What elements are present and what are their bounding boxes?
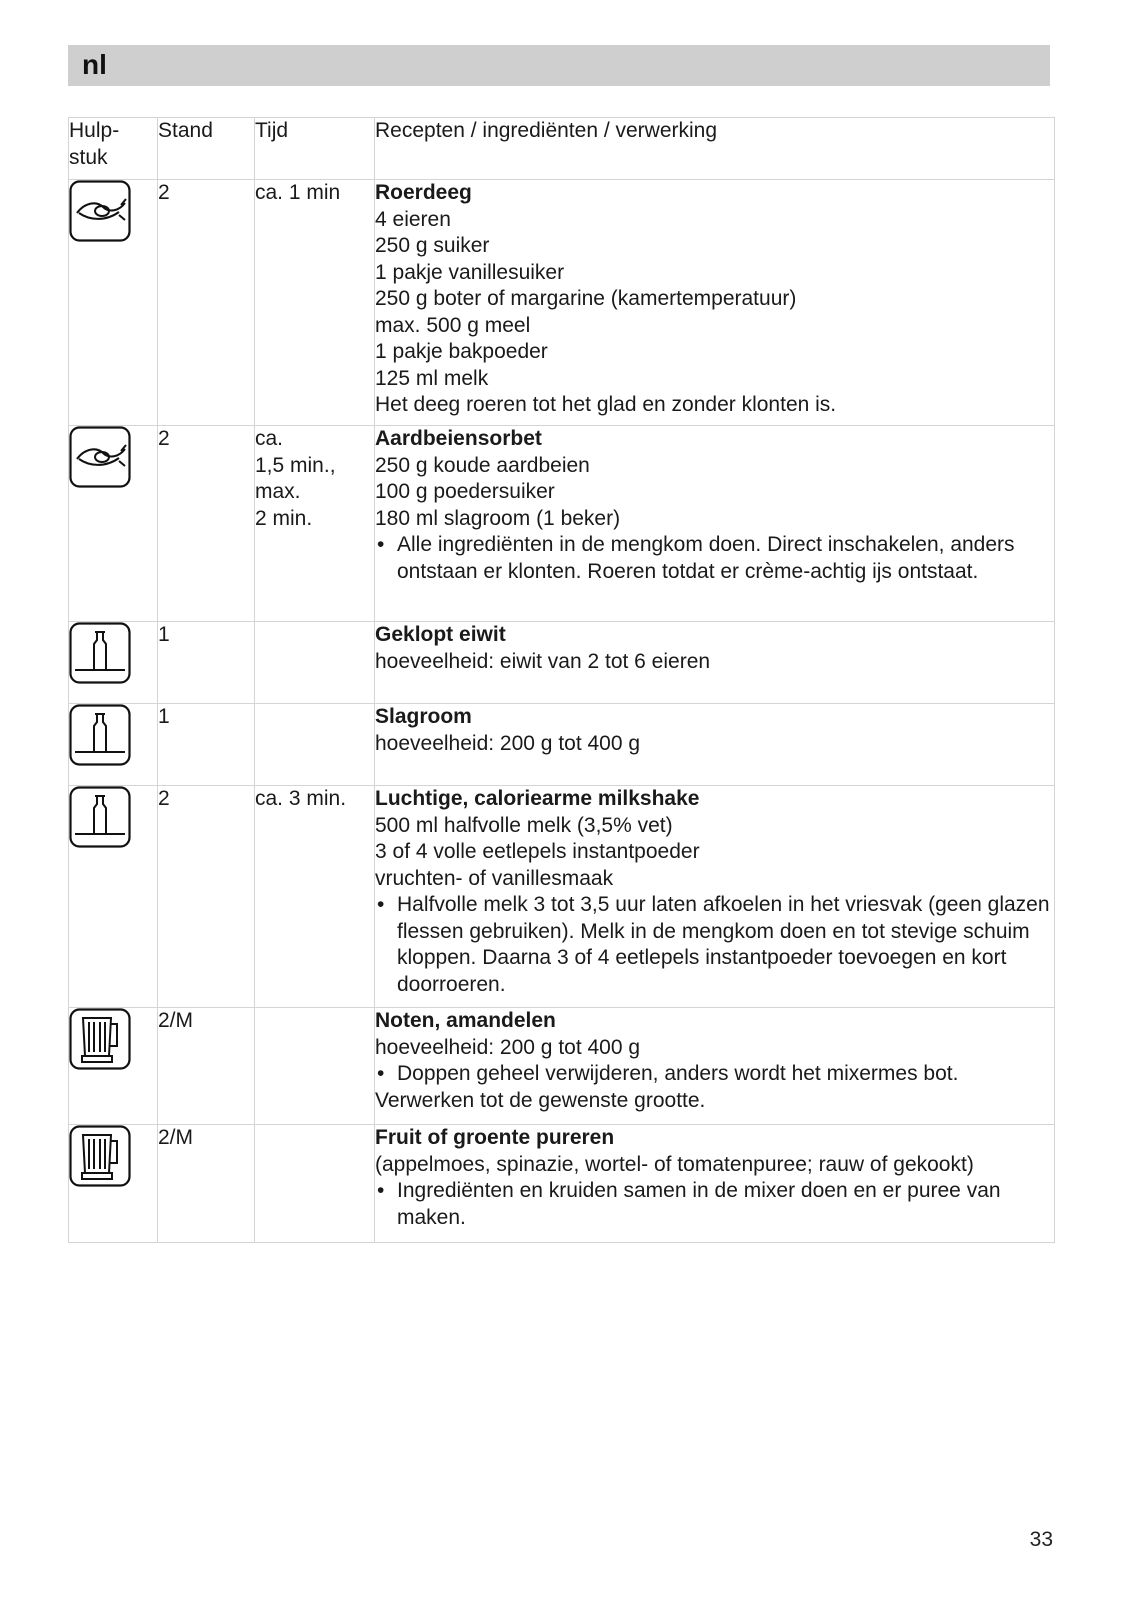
ingredient-line: 250 g koude aardbeien: [375, 453, 590, 477]
setting-cell: 2: [158, 180, 255, 426]
instruction-bullet: • Doppen geheel verwijderen, anders wordt het mixermes bot.: [375, 1061, 1054, 1088]
recipe-cell: [375, 704, 1055, 786]
table-row: [69, 180, 1055, 426]
recipe-cell: [375, 426, 1055, 622]
setting-cell: 2/M: [158, 1125, 255, 1243]
quantity-line: hoeveelheid: eiwit van 2 tot 6 eieren: [375, 649, 711, 673]
time-cell: [255, 704, 375, 786]
ingredient-line: 1 pakje bakpoeder: [375, 340, 548, 363]
recipe-table: [68, 117, 1055, 1243]
recipe-cell: [375, 1125, 1055, 1243]
time-cell: ca. 1 min: [255, 180, 375, 426]
ingredient-line: 125 ml melk: [375, 366, 489, 390]
whisk-blade-icon: [69, 426, 131, 488]
time-cell: [255, 622, 375, 704]
table-row: [69, 1008, 1055, 1125]
beater-icon: [69, 622, 131, 684]
time-cell: ca. 1,5 min., max. 2 min.: [255, 426, 375, 622]
setting-cell: 2/M: [158, 1008, 255, 1125]
attachment-cell: [69, 1008, 158, 1125]
quantity-line: hoeveelheid: 200 g tot 400 g: [375, 731, 641, 755]
table-row: [69, 786, 1055, 1008]
recipe-title: Geklopt eiwit: [375, 623, 506, 646]
instruction-bullet: • Ingrediënten en kruiden samen in de mixer doen en er puree van maken.: [375, 1178, 1054, 1231]
recipe-cell: [375, 1008, 1055, 1125]
recipe-title: Roerdeeg: [375, 181, 472, 204]
table-header-row: [69, 118, 1055, 180]
time-cell: ca. 3 min.: [255, 786, 375, 1008]
setting-cell: 2: [158, 426, 255, 622]
language-header-bar: [68, 45, 1050, 86]
instruction-bullet: • Alle ingrediënten in de mengkom doen. Direct inschakelen, anders ontstaan er klonten. Roeren totdat er crème-achtig ijs ontstaat.: [375, 532, 1054, 585]
column-header-recipe: Recepten / ingrediënten / verwerking: [375, 118, 1055, 180]
ingredient-line: 100 g poedersuiker: [375, 480, 555, 503]
table-row: [69, 622, 1055, 704]
language-code: nl: [82, 49, 107, 80]
recipe-title: Noten, amandelen: [375, 1009, 556, 1032]
instruction-bullet: • Halfvolle melk 3 tot 3,5 uur laten afkoelen in het vriesvak (geen glazen flessen gebruiken). Melk in de mengkom doen en tot stevige schuim kloppen. Daarna 3 of 4 eetlepels instantpoeder toevoegen en kort doorroeren.: [375, 892, 1054, 998]
table-row: [69, 704, 1055, 786]
setting-cell: 2: [158, 786, 255, 1008]
quantity-line: hoeveelheid: 200 g tot 400 g: [375, 1035, 641, 1059]
time-cell: [255, 1008, 375, 1125]
attachment-cell: [69, 704, 158, 786]
attachment-cell: [69, 1125, 158, 1243]
ingredient-line: 180 ml slagroom (1 beker): [375, 506, 621, 530]
blender-jug-icon: [69, 1008, 131, 1070]
table-row: [69, 426, 1055, 622]
recipe-title: Luchtige, caloriearme milkshake: [375, 787, 700, 810]
whisk-blade-icon: [69, 180, 131, 242]
blender-jug-icon: [69, 1125, 131, 1187]
instruction-line: Het deeg roeren tot het glad en zonder klonten is.: [375, 393, 837, 416]
recipe-title: Slagroom: [375, 705, 472, 728]
beater-icon: [69, 704, 131, 766]
beater-icon: [69, 786, 131, 848]
ingredient-line: 250 g suiker: [375, 234, 490, 257]
table-row: [69, 1125, 1055, 1243]
column-header-attachment: Hulp- stuk: [69, 118, 158, 180]
recipe-title: Aardbeiensorbet: [375, 427, 542, 450]
recipe-cell: [375, 786, 1055, 1008]
ingredient-line: (appelmoes, spinazie, wortel- of tomatenpuree; rauw of gekookt): [375, 1152, 974, 1176]
setting-cell: 1: [158, 622, 255, 704]
ingredient-line: max. 500 g meel: [375, 313, 531, 337]
ingredient-line: 4 eieren: [375, 207, 451, 231]
ingredient-line: 500 ml halfvolle melk (3,5% vet): [375, 813, 673, 837]
recipe-cell: [375, 180, 1055, 426]
ingredient-line: 3 of 4 volle eetlepels instantpoeder: [375, 840, 700, 863]
page-number: 33: [1029, 1528, 1053, 1551]
ingredient-line: 250 g boter of margarine (kamertemperatuur): [375, 287, 797, 310]
recipe-title: Fruit of groente pureren: [375, 1126, 615, 1149]
column-header-time: Tijd: [255, 118, 375, 180]
recipe-cell: [375, 622, 1055, 704]
attachment-cell: [69, 180, 158, 426]
ingredient-line: vruchten- of vanillesmaak: [375, 866, 614, 890]
attachment-cell: [69, 786, 158, 1008]
instruction-line: Verwerken tot de gewenste grootte.: [375, 1088, 706, 1112]
attachment-cell: [69, 622, 158, 704]
time-cell: [255, 1125, 375, 1243]
setting-cell: 1: [158, 704, 255, 786]
ingredient-line: 1 pakje vanillesuiker: [375, 260, 565, 284]
attachment-cell: [69, 426, 158, 622]
column-header-setting: Stand: [158, 118, 255, 180]
